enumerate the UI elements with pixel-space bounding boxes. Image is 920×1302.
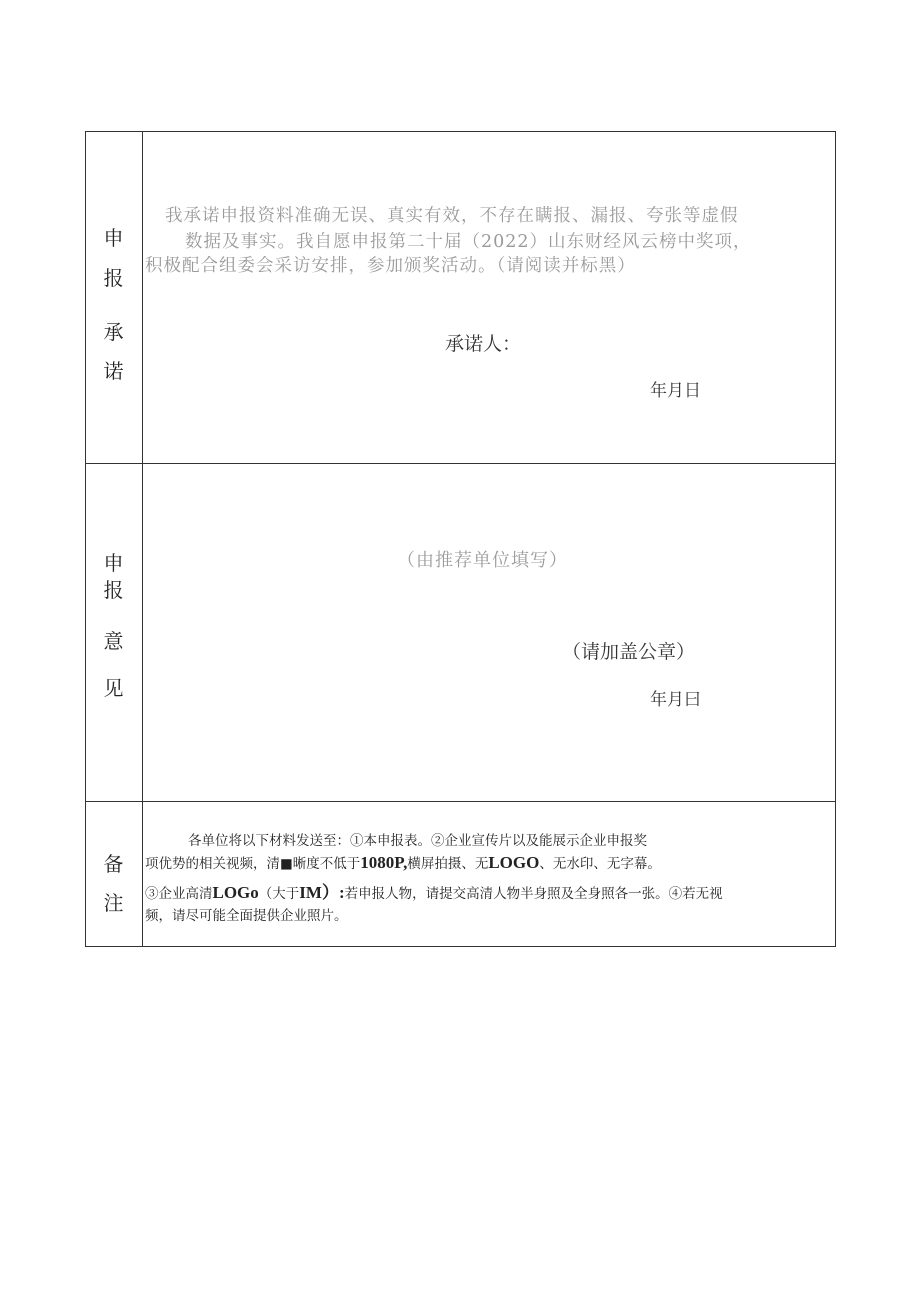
application-form-table [85, 131, 836, 947]
pledge-label-char-1: 申 [103, 226, 124, 250]
remarks-line-2 [145, 852, 661, 873]
opinion-seal-label: （请加盖公章） [562, 641, 696, 663]
opinion-label-char-4: 见 [103, 676, 124, 700]
remarks-logo-term-2: LOGo [212, 883, 259, 902]
table-right-border [835, 131, 836, 947]
row-divider-1 [85, 463, 836, 464]
remarks-line-3-part-e: 若申报人物，请提交高清人物半身照及全身照各一张。④若无视 [344, 886, 723, 902]
opinion-hint: （由推荐单位填写） [397, 550, 568, 571]
remarks-line-2-part-a: 项优势的相关视频，清■晰度不低于 [145, 856, 361, 872]
remarks-logo-term: LOGO [488, 853, 540, 872]
row-divider-2 [85, 801, 836, 802]
opinion-label-char-2: 报 [103, 578, 124, 602]
remarks-line-2-part-c: 横屏拍摄、无 [407, 856, 489, 872]
pledge-text-line-3: 积极配合组委会采访安排，参加颁奖活动。（请阅读并标黑） [145, 256, 636, 276]
pledge-date: 年月日 [650, 381, 701, 401]
remarks-size-term: IM）: [299, 883, 345, 902]
remarks-line-3-part-a: ③企业高清 [145, 886, 213, 902]
pledge-signer-label: 承诺人： [445, 333, 522, 355]
label-column-divider [142, 131, 143, 947]
remarks-line-4: 频，请尽可能全面提供企业照片。 [145, 908, 348, 924]
table-bottom-border [85, 946, 836, 947]
remarks-line-3 [145, 878, 723, 903]
pledge-text-line-2: 数据及事实。我自愿申报第二十届（2022）山东财经风云榜中奖项， [185, 232, 752, 252]
remarks-line-1: 各单位将以下材料发送至：①本申报表。②企业宣传片以及能展示企业申报奖 [188, 833, 647, 849]
opinion-date: 年月曰 [650, 690, 701, 710]
remarks-label-char-2: 注 [103, 891, 124, 915]
remarks-line-2-part-e: 、无水印、无字幕。 [539, 856, 661, 872]
pledge-label-char-2: 报 [103, 266, 124, 290]
pledge-text-line-1: 我承诺申报资料准确无误、真实有效，不存在瞒报、漏报、夸张等虚假 [165, 206, 739, 226]
pledge-label-char-4: 诺 [103, 359, 124, 383]
pledge-label-char-3: 承 [103, 320, 124, 344]
remarks-line-3-part-c: （大于 [258, 886, 300, 902]
opinion-label-char-3: 意 [103, 629, 124, 653]
table-top-border [85, 131, 836, 132]
remarks-label-char-1: 备 [103, 852, 124, 876]
remarks-resolution: 1080P, [360, 853, 408, 872]
table-left-border [85, 131, 86, 947]
opinion-label-char-1: 申 [103, 551, 124, 575]
